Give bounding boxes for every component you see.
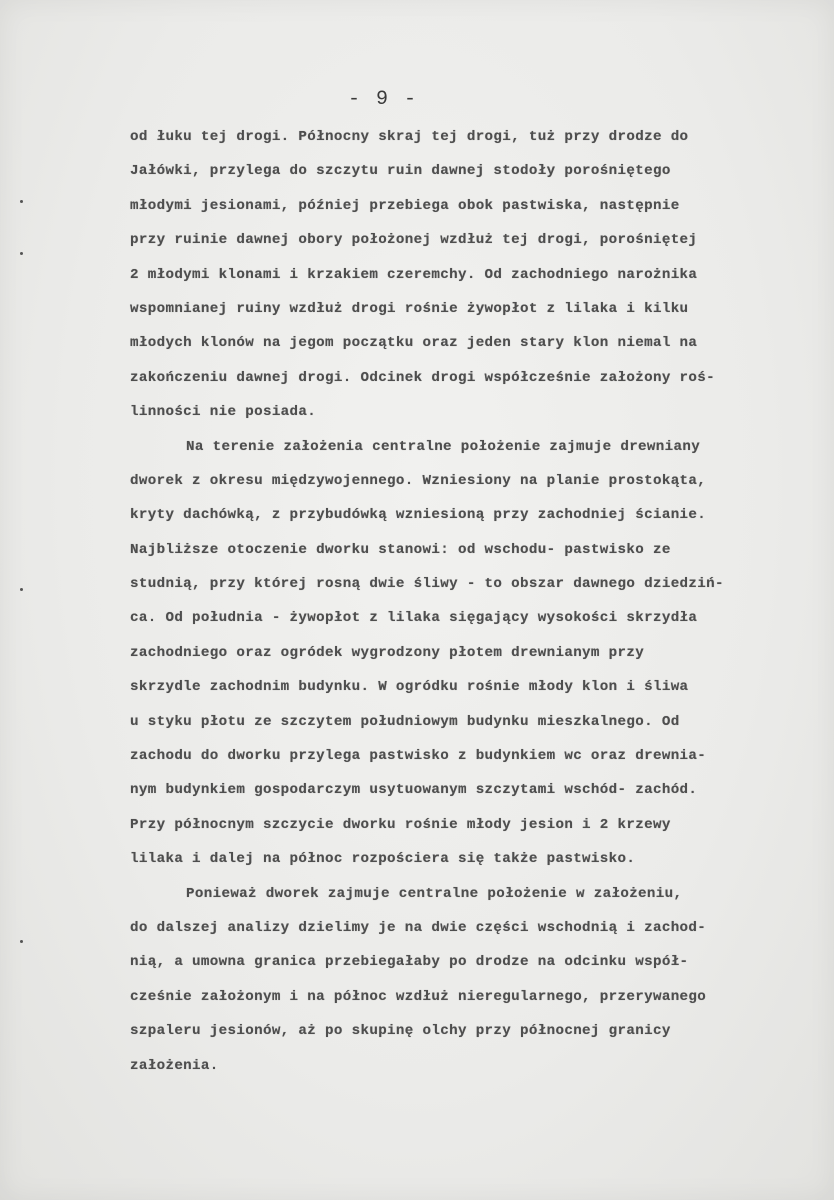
margin-dot-mark xyxy=(20,252,23,255)
text-line: Jałówki, przylega do szczytu ruin dawnej stodoły porośniętego xyxy=(130,163,671,180)
text-line: szpaleru jesionów, aż po skupinę olchy przy północnej granicy xyxy=(130,1023,671,1040)
text-line: zachodniego oraz ogródek wygrodzony płotem drewnianym przy xyxy=(130,644,645,661)
text-line: założenia. xyxy=(130,1057,219,1074)
text-line: od łuku tej drogi. Północny skraj tej drogi, tuż przy drodze do xyxy=(130,129,689,145)
text-line: skrzydle zachodnim budynku. W ogródku rośnie młody klon i śliwa xyxy=(130,679,689,696)
text-line: linności nie posiada. xyxy=(130,404,317,421)
margin-dot-mark xyxy=(20,200,23,203)
text-line: zachodu do dworku przylega pastwisko z budynkiem wc oraz drewnia- xyxy=(130,748,707,765)
text-line: nią, a umowna granica przebiegałaby po drodze na odcinku współ- xyxy=(130,954,689,971)
text-line: nym budynkiem gospodarczym usytuowanym szczytami wschód- zachód. xyxy=(130,782,698,799)
text-line: Ponieważ dworek zajmuje centralne położenie w założeniu, xyxy=(186,885,683,902)
text-line: Na terenie założenia centralne położenie zajmuje drewniany xyxy=(186,438,701,455)
text-line: do dalszej analizy dzielimy je na dwie części wschodnią i zachod- xyxy=(130,919,707,936)
text-line: dworek z okresu międzywojennego. Wzniesiony na planie prostokąta, xyxy=(130,472,707,489)
text-line: zakończeniu dawnej drogi. Odcinek drogi współcześnie założony roś- xyxy=(130,369,716,386)
paragraph-3 xyxy=(130,877,810,1083)
text-line: u styku płotu ze szczytem południowym budynku mieszkalnego. Od xyxy=(130,713,680,730)
text-line: młodymi jesionami, później przebiega obok pastwiska, następnie xyxy=(130,197,680,214)
text-line: ca. Od południa - żywopłot z lilaka sięgający wysokości skrzydła xyxy=(130,610,698,627)
text-line: młodych klonów na jegom początku oraz jeden stary klon niemal na xyxy=(130,335,698,352)
text-line: lilaka i dalej na północ rozpościera się także pastwisko. xyxy=(130,851,636,868)
text-line: cześnie założonym i na północ wzdłuż nieregularnego, przerywanego xyxy=(130,988,707,1005)
text-line: Przy północnym szczycie dworku rośnie młody jesion i 2 krzewy xyxy=(130,816,671,833)
paragraph-1 xyxy=(130,120,810,430)
text-line: wspomnianej ruiny wzdłuż drogi rośnie żywopłot z lilaka i kilku xyxy=(130,300,689,317)
document-body xyxy=(130,120,810,1083)
page-number: - 9 - xyxy=(347,88,418,111)
text-line: przy ruinie dawnej obory położonej wzdłuż tej drogi, porośniętej xyxy=(130,232,698,249)
text-line: Najbliższe otoczenie dworku stanowi: od wschodu- pastwisko ze xyxy=(130,541,671,558)
text-line: kryty dachówką, z przybudówką wzniesioną przy zachodniej ścianie. xyxy=(130,507,707,524)
margin-dot-mark xyxy=(20,588,23,591)
paragraph-2 xyxy=(130,430,810,877)
text-line: 2 młodymi klonami i krzakiem czeremchy. Od zachodniego narożnika xyxy=(130,266,698,283)
text-line: studnią, przy której rosną dwie śliwy - to obszar dawnego dziedziń- xyxy=(130,576,724,593)
margin-dot-mark xyxy=(20,940,23,943)
